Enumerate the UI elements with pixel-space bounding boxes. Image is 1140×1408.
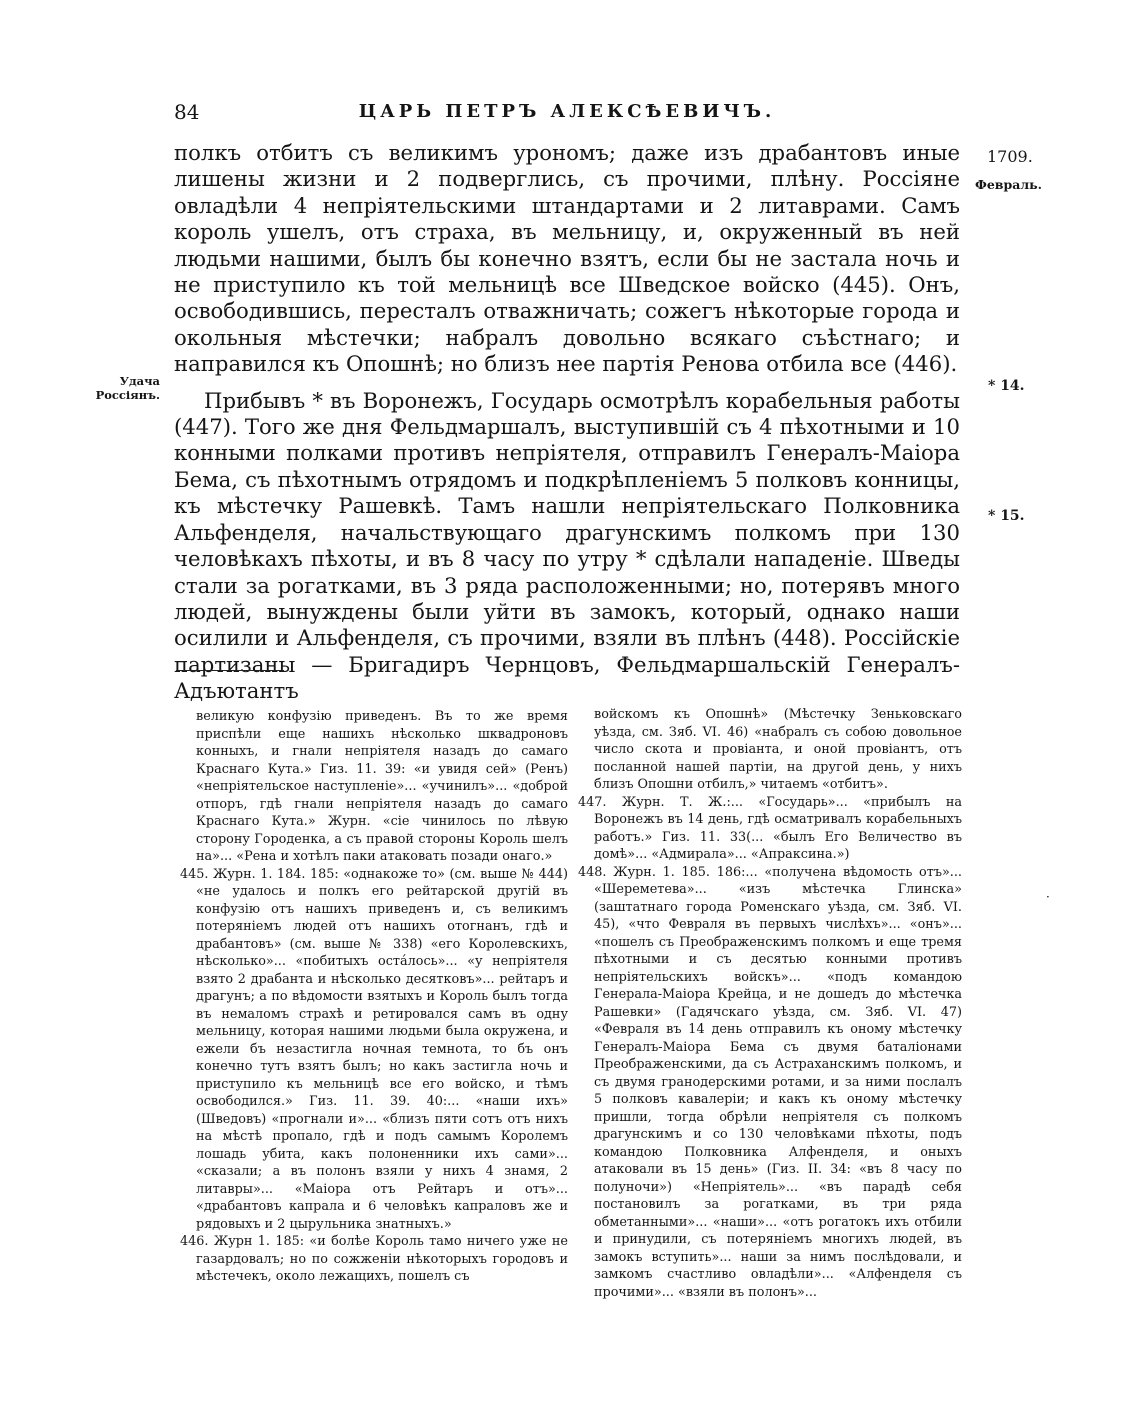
margin-year: 1709. xyxy=(987,147,1033,166)
main-paragraph-2: Прибывъ * въ Воронежъ, Государь осмотрѣлъ корабельныя работы (447). Того же дня Фельдмаршалъ, выступившій съ 4 пѣхотными и 10 конными полками противъ непріятеля, отправилъ Генералъ-Маіора Бема, съ пѣхотнымъ отрядомъ и подкрѣпленіемъ 5 полковъ конницы, къ мѣстечку Рашевкѣ. Тамъ нашли непріятельскаго Полковника Альфенделя, начальствующаго драгунскимъ полкомъ при 130 человѣкахъ пѣхоты, и въ 8 часу по утру * сдѣлали нападеніе. Шведы стали за рогатками, въ 3 ряда расположенными; но, потерявъ много людей, вынуждены были уйти въ замокъ, который, однако наши осилили и Альфенделя, съ прочими, взяли въ плѣнъ (448). Россійскіе партизаны — Бригадиръ Чернцовъ, Фельдмаршальскій Генералъ-Адъютантъ xyxy=(174,387,960,704)
margin-date-14: * 14. xyxy=(988,378,1025,394)
footnote-continuation-right: войскомъ къ Опошнѣ» (Мѣстечку Зеньковскаго уѣзда, см. Зяб. VI. 46) «набралъ съ собою довольное число скота и провіанта, и оной провіантъ, отъ посланной нашей партіи, на другой день, у нихъ близъ Опошни отбилъ,» читаемъ «отбитъ». xyxy=(594,707,962,792)
main-paragraph-1: полкъ отбитъ съ великимъ урономъ; даже изъ драбантовъ иные лишены жизни и 2 подверглись, съ прочими, плѣну. Россіяне овладѣли 4 непріятельскими штандартами и 2 литаврами. Самъ король ушелъ, отъ страха, въ мельницу, и, окруженный въ ней людьми нашими, былъ бы конечно взятъ, если бы не застала ночь и не приступило къ той мельницѣ все Шведское войско (445). Онъ, освободившись, пересталъ отважничать; сожегъ нѣкоторые города и окольныя мѣстечки; набралъ довольно всякаго съѣстнаго; и направился къ Опошнѣ; но близъ нее партія Ренова отбила все (446). xyxy=(174,140,960,377)
footnote-448: 448. Журн. 1. 185. 186:... «получена вѣдомость отъ»... «Шереметева»... «изъ мѣстечка Глинска» (заштатнаго города Роменскаго уѣзда, см. Зяб. VI. 45), «что Февраля въ первыхъ числѣхъ»... «онъ»... «пошелъ съ Преображенскимъ полкомъ и еще тремя пѣхотными и съ десятью конными противъ непріятельскихъ войскъ»... «подъ командою Генерала-Маіора Крейца, и не дошедъ до мѣстечка Рашевки» (Гадячскаго уѣзда, см. Зяб. VI. 47) «Февраля въ 14 день отправилъ къ оному мѣстечку Генералъ-Маіора Бема съ двумя баталіонами Преображенскими, да съ Астраханскимъ полкомъ, и съ двумя гранодерскими ротами, и за ними послалъ 5 полковъ кавалеріи; и какъ къ оному мѣстечку пришли, тогда обрѣли непріятеля съ полкомъ драгунскимъ и со 130 человѣками пѣхоты, подъ командою Полковника Алфенделя, и оныхъ атаковали въ 15 день» (Гиз. II. 34: «въ 8 часу по полуночи») «Непріятель»... «въ парадѣ себя постановилъ за рогатками, въ три ряда обметанными»... «наши»... «отъ рогатокъ ихъ отбили и принудили, съ потеряніемъ многихъ людей, въ замокъ вступить»... наши за нимъ послѣдовали, и замкомъ счастливо овладѣли»... «Алфенделя съ прочими»... «взяли въ полонъ»... xyxy=(578,864,962,1300)
margin-month: Февраль. xyxy=(975,177,1042,192)
footnote-445: 445. Журн. 1. 184. 185: «однакоже то» (см. выше № 444) «не удалось и полкъ его рейтарской другій въ конфузію отъ нашихъ приведенъ и, съ великимъ потеряніемъ людей отъ нашихъ отогнанъ, гдѣ и драбантовъ» (см. выше № 338) «его Королевскихъ, нѣсколько»... «побитыхъ остáлось»... «у непріятеля взято 2 драбанта и нѣсколько десятковъ»... рейтаръ и драгунъ; а по вѣдомости взятыхъ и Король былъ тогда въ немаломъ страхѣ и ретировался самъ въ одну мельницу, которая нашими людьми была окружена, и ежели бъ незастигла ночная темнота, то бъ онъ конечно тутъ взятъ былъ; но какъ застигла ночь и приступило къ мельницѣ все его войско, и тѣмъ освободился.» Гиз. 11. 39. 40:... «наши ихъ» (Шведовъ) «прогнали и»... «близъ пяти сотъ отъ нихъ на мѣстѣ пропало, гдѣ и подъ самымъ Королемъ лошадь убита, какъ полоненники ихъ сами»... «сказали; а въ полонъ взяли у нихъ 4 знамя, 2 литавры»... «Маіора отъ Рейтаръ и отъ»... «драбантовъ капрала и 6 человѣкъ капраловъ же и рядовыхъ и 2 цырульника знатныхъ.» xyxy=(180,866,568,1232)
footnotes-left-column xyxy=(180,708,568,1286)
page-number: 84 xyxy=(174,100,200,124)
stray-mark: · xyxy=(1046,890,1050,904)
footnote-separator xyxy=(176,670,284,671)
margin-date-15: * 15. xyxy=(988,508,1025,524)
margin-side-heading: Удача Россіянъ. xyxy=(95,374,160,402)
page-header xyxy=(174,100,960,130)
running-title: ЦАРЬ ПЕТРЪ АЛЕКСѢЕВИЧЪ. xyxy=(358,101,776,122)
footnote-447: 447. Журн. Т. Ж.:... «Государь»... «прибылъ на Воронежъ въ 14 день, гдѣ осматривалъ корабельныхъ работъ.» Гиз. 11. 33(... «былъ Его Величество въ домѣ»... «Адмирала»... «Апраксина.») xyxy=(578,794,962,862)
footnote-446: 446. Журн 1. 185: «и болѣе Король тамо ничего уже не газардовалъ; но по сожженіи нѣкоторыхъ городовъ и мѣстечекъ, около лежащихъ, пошелъ съ xyxy=(180,1234,568,1284)
footnote-continuation-left: великую конфузію приведенъ. Въ то же время приспѣли еще нашихъ нѣсколько шквадроновъ конныхъ, и гнали непріятеля назадъ до самаго Краснаго Кута.» Гиз. 11. 39: «и увидя сей» (Ренъ) «непріятельское наступленіе»... «учинилъ»... «доброй отпоръ, гдѣ гнали непріятеля назадъ до самаго Краснаго Кута.» Журн. «сіе чинилось по лѣвую сторону Городенка, а съ правой стороны Король шелъ на»... «Рена и хотѣлъ паки атаковать позади онаго.» xyxy=(196,709,568,864)
main-text xyxy=(174,140,960,705)
footnotes-right-column xyxy=(578,706,962,1301)
